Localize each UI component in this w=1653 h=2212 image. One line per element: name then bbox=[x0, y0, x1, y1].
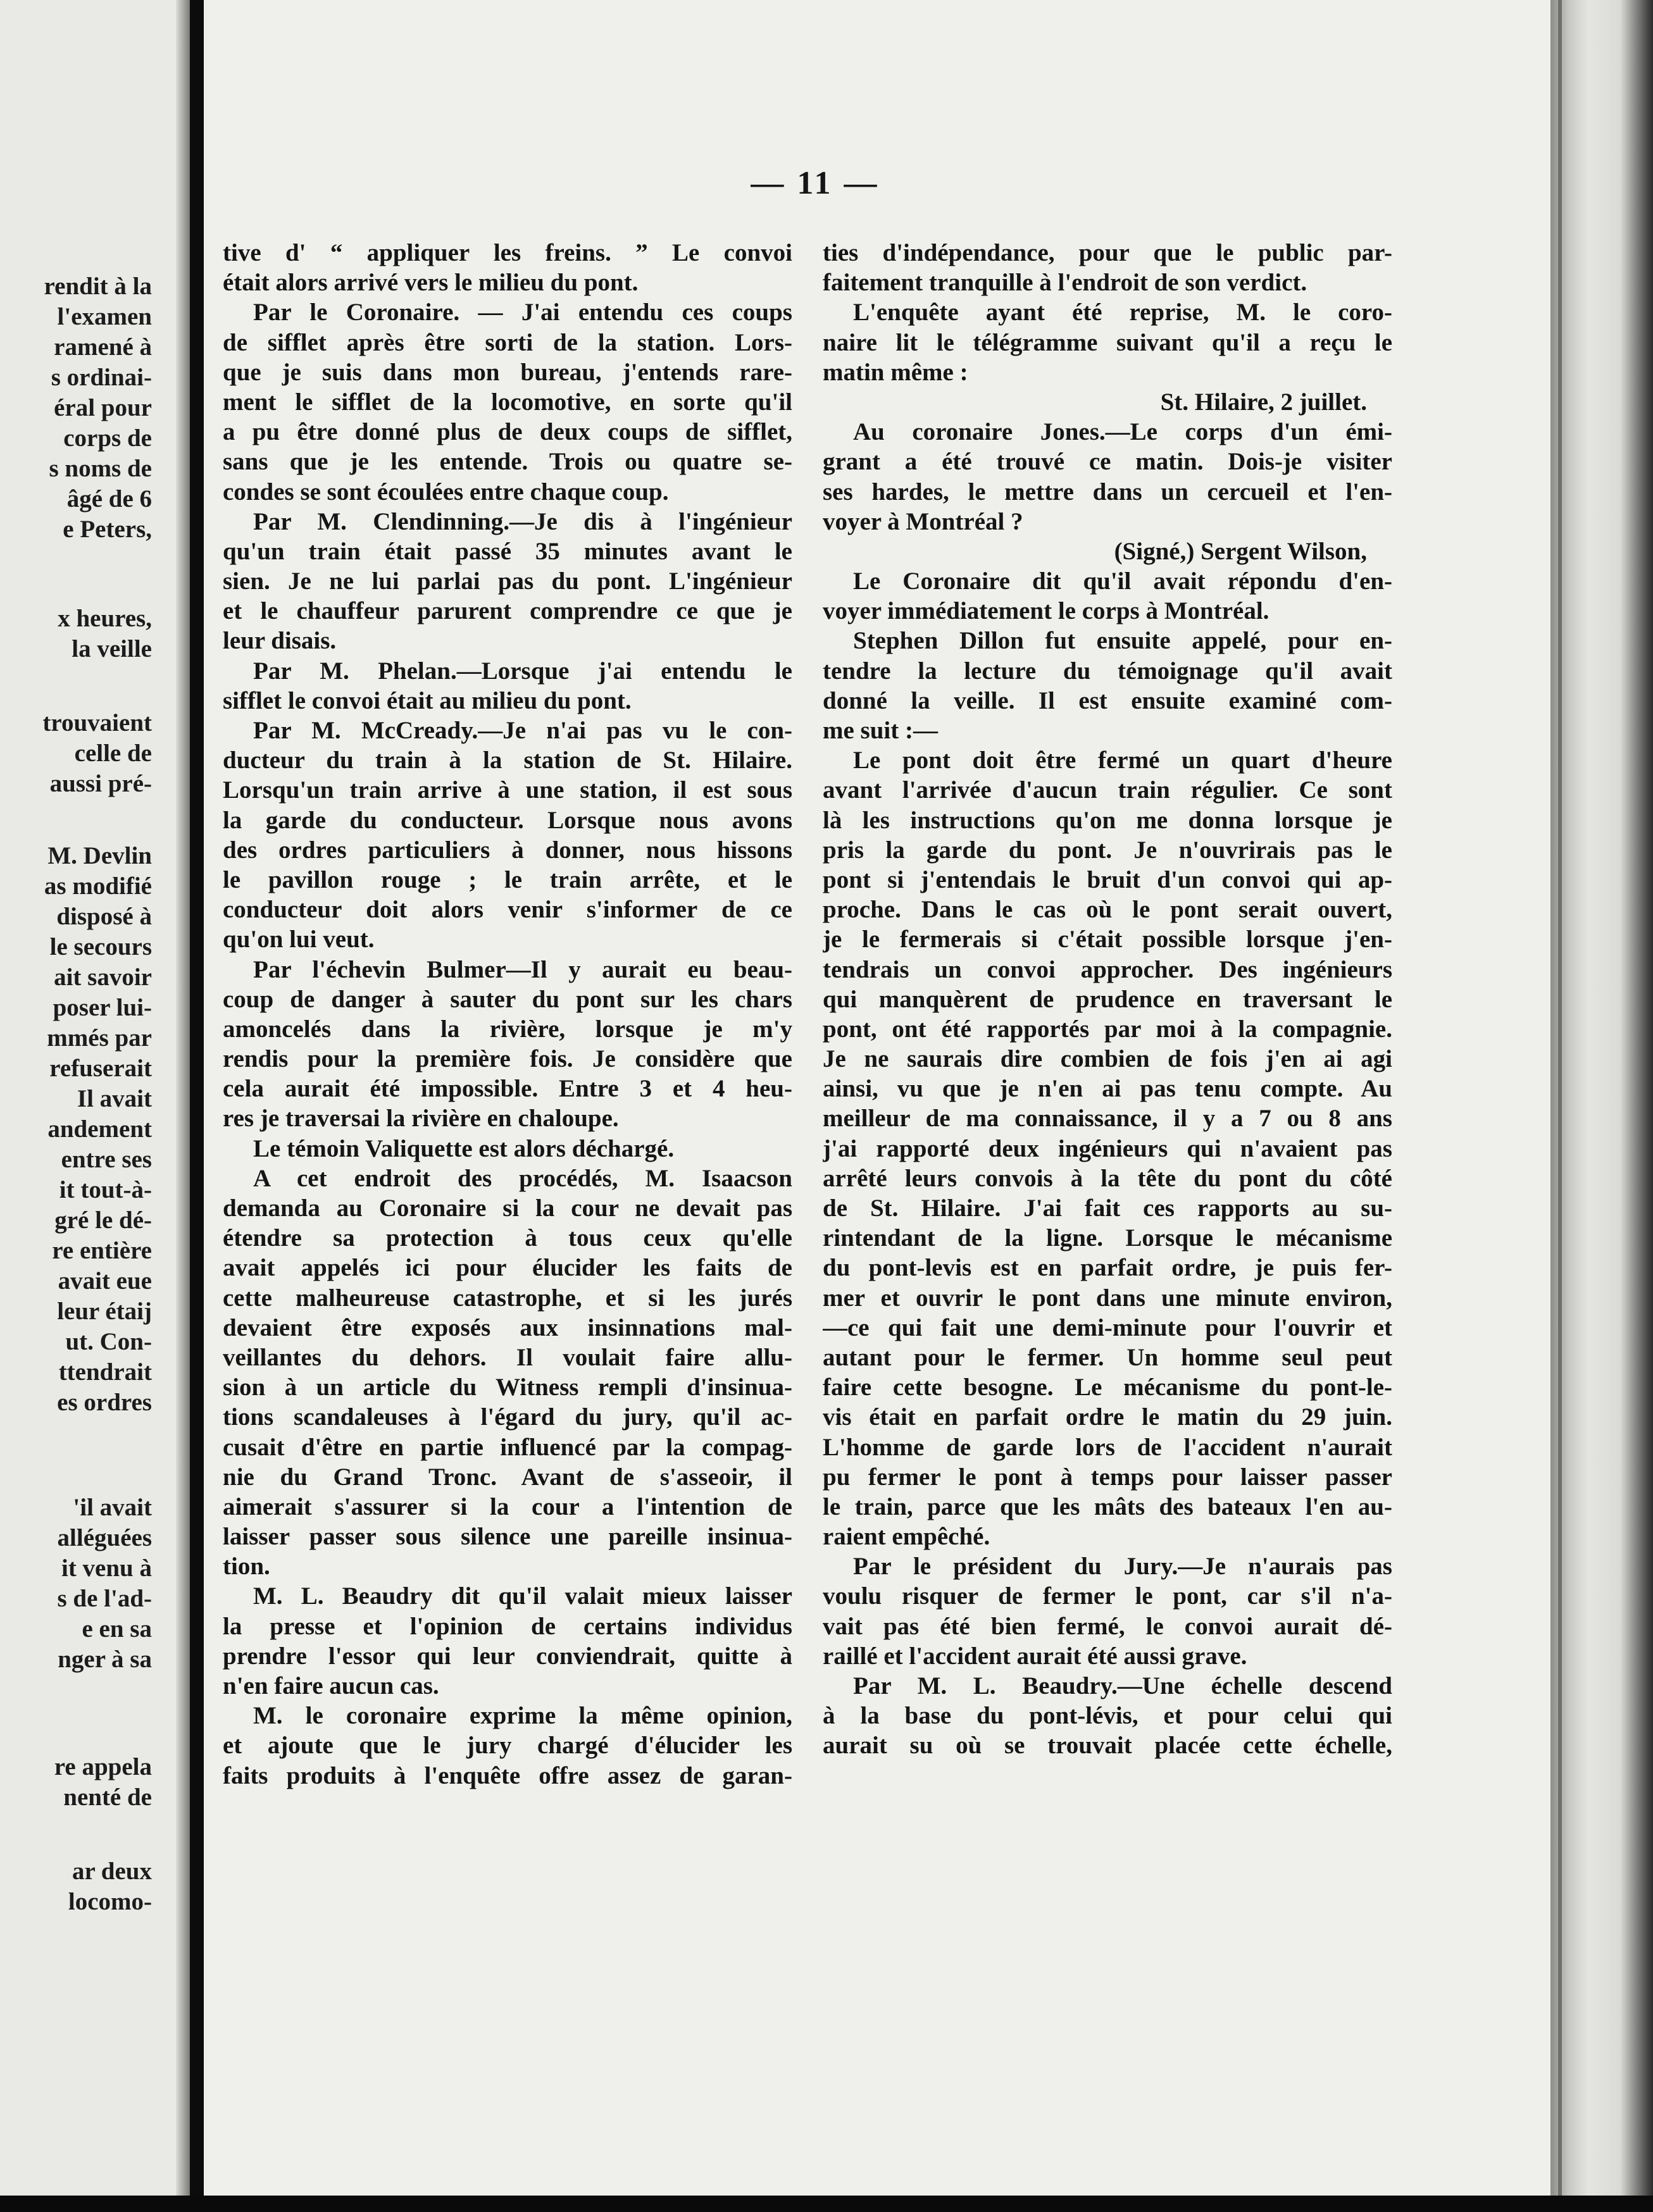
text-line: était alors arrivé vers le milieu du pont. bbox=[223, 269, 639, 297]
left-fragment: ait savoir bbox=[54, 964, 152, 991]
text-line: que je suis dans mon bureau, j'entends rare- bbox=[223, 358, 792, 386]
text-line: voyer à Montréal ? bbox=[823, 507, 1023, 535]
left-fragment: leur étaij bbox=[57, 1298, 152, 1325]
left-fragment: e en sa bbox=[82, 1615, 152, 1643]
text-line: qu'on lui veut. bbox=[223, 926, 375, 954]
text-line: L'homme de garde lors de l'accident n'aurait bbox=[823, 1433, 1392, 1461]
text-line: devaient être exposés aux insinnations mal- bbox=[223, 1314, 792, 1341]
text-line: M. le coronaire exprime la même opinion, bbox=[253, 1702, 792, 1730]
text-line: coup de danger à sauter du pont sur les chars bbox=[223, 985, 792, 1013]
text-line: étendre sa protection à tous ceux qu'elle bbox=[223, 1224, 792, 1252]
text-line: rintendant de la ligne. Lorsque le mécanisme bbox=[823, 1224, 1392, 1252]
text-line: laisser passer sous silence une pareille insinua- bbox=[223, 1523, 792, 1551]
left-fragment: ar deux bbox=[72, 1858, 152, 1885]
text-line: le pavillon rouge ; le train arrête, et le bbox=[223, 866, 792, 893]
text-line: voulu risquer de fermer le pont, car s'il n'a- bbox=[823, 1582, 1392, 1610]
text-line: Par l'échevin Bulmer—Il y aurait eu beau- bbox=[253, 955, 792, 983]
text-line: Stephen Dillon fut ensuite appelé, pour en- bbox=[853, 627, 1392, 655]
left-fragment: re appela bbox=[54, 1753, 152, 1780]
text-line: de sifflet après être sorti de la station. Lors- bbox=[223, 328, 792, 356]
left-fragment: nger à sa bbox=[58, 1646, 152, 1673]
left-fragment: le secours bbox=[49, 933, 152, 960]
text-line: ainsi, vu que je n'en ai pas tenu compte. Au bbox=[823, 1075, 1392, 1103]
text-line: arrêté leurs convois à la tête du pont du côté bbox=[823, 1164, 1392, 1192]
text-line: je le fermerais si c'était possible lorsque j'en- bbox=[823, 926, 1392, 954]
text-line: veillantes du dehors. Il voulait faire allu- bbox=[223, 1343, 792, 1371]
left-fragment: andement bbox=[47, 1115, 152, 1143]
page-number: — 11 — bbox=[751, 165, 880, 201]
telegram-dateline: St. Hilaire, 2 juillet. bbox=[1160, 388, 1367, 416]
text-line: Par M. L. Beaudry.—Une échelle descend bbox=[853, 1672, 1392, 1699]
text-line: ducteur du train à la station de St. Hilaire. bbox=[223, 747, 792, 774]
left-fragment: disposé à bbox=[56, 903, 152, 930]
text-line: ties d'indépendance, pour que le public par- bbox=[823, 239, 1392, 266]
text-line: la presse et l'opinion de certains individus bbox=[223, 1612, 792, 1640]
left-page-text-fragments bbox=[0, 0, 171, 2196]
text-line: n'en faire aucun cas. bbox=[223, 1672, 439, 1699]
text-line: mer et ouvrir le pont dans une minute environ, bbox=[823, 1284, 1392, 1312]
page-fold bbox=[1558, 0, 1562, 2196]
left-fragment: 'il avait bbox=[73, 1494, 152, 1521]
text-line: voyer immédiatement le corps à Montréal. bbox=[823, 597, 1269, 625]
left-column bbox=[223, 238, 792, 1791]
text-line: Lorsqu'un train arrive à une station, il est sous bbox=[223, 776, 792, 804]
left-fragment: âgé de 6 bbox=[66, 485, 152, 513]
left-fragment: re entière bbox=[52, 1237, 152, 1264]
left-fragment: refuserait bbox=[49, 1055, 152, 1082]
text-line: raient empêché. bbox=[823, 1523, 990, 1551]
text-line: faitement tranquille à l'endroit de son verdict. bbox=[823, 269, 1307, 297]
text-line: Par le président du Jury.—Je n'aurais pas bbox=[853, 1553, 1392, 1581]
text-line: Par M. Phelan.—Lorsque j'ai entendu le bbox=[253, 657, 792, 685]
text-line: cette malheureuse catastrophe, et si les jurés bbox=[223, 1284, 792, 1312]
left-fragment: la veille bbox=[72, 635, 152, 662]
left-fragment: avait eue bbox=[58, 1267, 152, 1295]
left-fragment: ramené à bbox=[54, 333, 152, 361]
text-line: sifflet le convoi était au milieu du pont. bbox=[223, 687, 632, 714]
left-fragment: aussi pré- bbox=[49, 770, 152, 797]
text-line: pont, ont été rapportés par moi à la compagnie. bbox=[823, 1015, 1392, 1043]
left-fragment: Il avait bbox=[77, 1085, 152, 1112]
text-line: faire cette besogne. Le mécanisme du pont-le- bbox=[823, 1374, 1392, 1401]
text-line: sion à un article du Witness rempli d'insinua- bbox=[223, 1374, 792, 1401]
left-fragment: alléguées bbox=[57, 1524, 152, 1551]
left-fragment: ut. Con- bbox=[65, 1328, 152, 1355]
text-line: et ajoute que le jury chargé d'élucider les bbox=[223, 1732, 792, 1760]
text-line: tion. bbox=[223, 1553, 270, 1581]
page-edge bbox=[1550, 0, 1653, 2196]
text-line: A cet endroit des procédés, M. Isaacson bbox=[253, 1164, 792, 1192]
text-line: nie du Grand Tronc. Avant de s'asseoir, il bbox=[223, 1463, 792, 1491]
text-line: j'ai rapporté deux ingénieurs qui n'avaient pas bbox=[823, 1134, 1392, 1162]
text-line: Par M. McCready.—Je n'ai pas vu le con- bbox=[253, 717, 792, 744]
left-fragment: as modifié bbox=[44, 873, 152, 900]
text-line: meilleur de ma connaissance, il y a 7 ou 8 ans bbox=[823, 1105, 1392, 1133]
text-line: Le pont doit être fermé un quart d'heure bbox=[853, 747, 1392, 774]
text-line: Par M. Clendinning.—Je dis à l'ingénieur bbox=[253, 507, 792, 535]
left-fragment: it tout-à- bbox=[59, 1176, 152, 1203]
left-fragment: celle de bbox=[74, 740, 152, 767]
text-line: autant pour le fermer. Un homme seul peut bbox=[823, 1343, 1392, 1371]
left-fragment: M. Devlin bbox=[47, 842, 152, 869]
left-fragment: corps de bbox=[63, 425, 152, 452]
text-line: qui manquèrent de prudence en traversant le bbox=[823, 985, 1392, 1013]
text-line: tendre la lecture du témoignage qu'il avait bbox=[823, 657, 1392, 685]
text-line: Le témoin Valiquette est alors déchargé. bbox=[253, 1134, 675, 1162]
left-fragment: it venu à bbox=[61, 1555, 152, 1582]
text-line: tive d' “ appliquer les freins. ” Le convoi bbox=[223, 239, 792, 266]
text-line: cusait d'être en partie influencé par la compag- bbox=[223, 1433, 792, 1461]
text-line: matin même : bbox=[823, 358, 968, 386]
text-line: vait pas été bien fermé, le convoi aurait dé- bbox=[823, 1612, 1392, 1640]
text-line: condes se sont écoulées entre chaque coup. bbox=[223, 478, 669, 506]
text-line: tendrais un convoi approcher. Des ingénieurs bbox=[823, 955, 1392, 983]
left-fragment: trouvaient bbox=[42, 709, 152, 736]
text-line: —ce qui fait une demi-minute pour l'ouvrir et bbox=[823, 1314, 1392, 1341]
text-line: naire lit le télégramme suivant qu'il a reçu le bbox=[823, 328, 1392, 356]
left-fragment: mmés par bbox=[47, 1024, 152, 1052]
left-fragment: es ordres bbox=[57, 1389, 152, 1416]
text-line: tions scandaleuses à l'égard du jury, qu'il ac- bbox=[223, 1403, 792, 1431]
text-line: Au coronaire Jones.—Le corps d'un émi- bbox=[853, 418, 1392, 446]
left-fragment: e Peters, bbox=[63, 516, 152, 543]
text-line: me suit :— bbox=[823, 717, 938, 744]
text-line: avait appelés ici pour élucider les faits de bbox=[223, 1254, 792, 1282]
text-line: le train, parce que les mâts des bateaux l'en au- bbox=[823, 1493, 1392, 1520]
left-facing-page bbox=[0, 0, 190, 2196]
left-fragment: s de l'ad- bbox=[57, 1585, 152, 1612]
text-line: a pu être donné plus de deux coups de sifflet, bbox=[223, 418, 792, 446]
text-line: amoncelés dans la rivière, lorsque je m'y bbox=[223, 1015, 792, 1043]
text-line: pris la garde du pont. Je n'ouvrirais pas le bbox=[823, 836, 1392, 864]
left-fragment: éral pour bbox=[54, 394, 152, 421]
text-line: Le Coronaire dit qu'il avait répondu d'en- bbox=[853, 568, 1392, 595]
text-line: rendis pour la première fois. Je considère que bbox=[223, 1045, 792, 1073]
text-line: sans que je les entende. Trois ou quatre se- bbox=[223, 448, 792, 476]
text-line: ses hardes, le mettre dans un cercueil et l'en- bbox=[823, 478, 1392, 506]
text-line: avant l'arrivée d'aucun train régulier. Ce sont bbox=[823, 776, 1392, 804]
text-line: aimerait s'assurer si la cour a l'intention de bbox=[223, 1493, 792, 1520]
text-line: faits produits à l'enquête offre assez de garan- bbox=[223, 1762, 792, 1789]
text-line: pu fermer le pont à temps pour laisser passer bbox=[823, 1463, 1392, 1491]
text-line: vis était en parfait ordre le matin du 29 juin. bbox=[823, 1403, 1392, 1431]
scan-border bbox=[0, 2196, 1653, 2212]
left-fragment: s noms de bbox=[49, 455, 152, 482]
text-line: Par le Coronaire. — J'ai entendu ces coups bbox=[253, 299, 792, 326]
text-line: proche. Dans le cas où le pont serait ouvert, bbox=[823, 896, 1392, 924]
text-line: grant a été trouvé ce matin. Dois-je visiter bbox=[823, 448, 1392, 476]
text-line: conducteur doit alors venir s'informer de ce bbox=[223, 896, 792, 924]
text-line: à la base du pont-lévis, et pour celui qui bbox=[823, 1702, 1392, 1730]
text-line: de St. Hilaire. J'ai fait ces rapports au su- bbox=[823, 1195, 1392, 1222]
left-fragment: ttendrait bbox=[58, 1358, 152, 1386]
text-line: M. L. Beaudry dit qu'il valait mieux laisser bbox=[253, 1582, 792, 1610]
text-line: la garde du conducteur. Lorsque nous avons bbox=[223, 806, 792, 834]
text-line: sien. Je ne lui parlai pas du pont. L'ingénieur bbox=[223, 568, 792, 595]
text-line: prendre l'essor qui leur conviendrait, quitte à bbox=[223, 1642, 792, 1670]
left-fragment: rendit à la bbox=[44, 273, 152, 300]
left-fragment: s ordinai- bbox=[51, 364, 152, 391]
text-line: res je traversai la rivière en chaloupe. bbox=[223, 1105, 619, 1133]
left-fragment: locomo- bbox=[68, 1888, 152, 1915]
text-line: aurait su où se trouvait placée cette échelle, bbox=[823, 1732, 1392, 1760]
telegram-signature: (Signé,) Sergent Wilson, bbox=[1114, 537, 1367, 565]
left-fragment: entre ses bbox=[61, 1146, 152, 1173]
text-line: raillé et l'accident aurait été aussi grave. bbox=[823, 1642, 1247, 1670]
text-line: là les instructions qu'on me donna lorsque je bbox=[823, 806, 1392, 834]
page-gutter bbox=[176, 0, 190, 2196]
left-fragment: l'examen bbox=[57, 303, 152, 330]
text-line: L'enquête ayant été reprise, M. le coro- bbox=[853, 299, 1392, 326]
text-line: qu'un train était passé 35 minutes avant le bbox=[223, 537, 792, 565]
left-fragment: x heures, bbox=[58, 605, 152, 632]
right-column bbox=[823, 238, 1392, 1761]
text-line: leur disais. bbox=[223, 627, 337, 655]
text-line: pont si j'entendais le bruit d'un convoi qui ap- bbox=[823, 866, 1392, 893]
text-line: demanda au Coronaire si la cour ne devait pas bbox=[223, 1195, 792, 1222]
text-line: ment le sifflet de la locomotive, en sorte qu'il bbox=[223, 388, 792, 416]
text-line: du pont-levis est en parfait ordre, je puis fer- bbox=[823, 1254, 1392, 1282]
text-line: cela aurait été impossible. Entre 3 et 4 heu- bbox=[223, 1075, 792, 1103]
left-fragment: nenté de bbox=[63, 1784, 152, 1811]
left-fragment: poser lui- bbox=[53, 994, 152, 1021]
text-line: et le chauffeur parurent comprendre ce que je bbox=[223, 597, 792, 625]
text-line: Je ne saurais dire combien de fois j'en ai agi bbox=[823, 1045, 1392, 1073]
text-line: des ordres particuliers à donner, nous hissons bbox=[223, 836, 792, 864]
left-fragment: gré le dé- bbox=[54, 1207, 152, 1234]
text-line: donné la veille. Il est ensuite examiné com- bbox=[823, 687, 1392, 714]
